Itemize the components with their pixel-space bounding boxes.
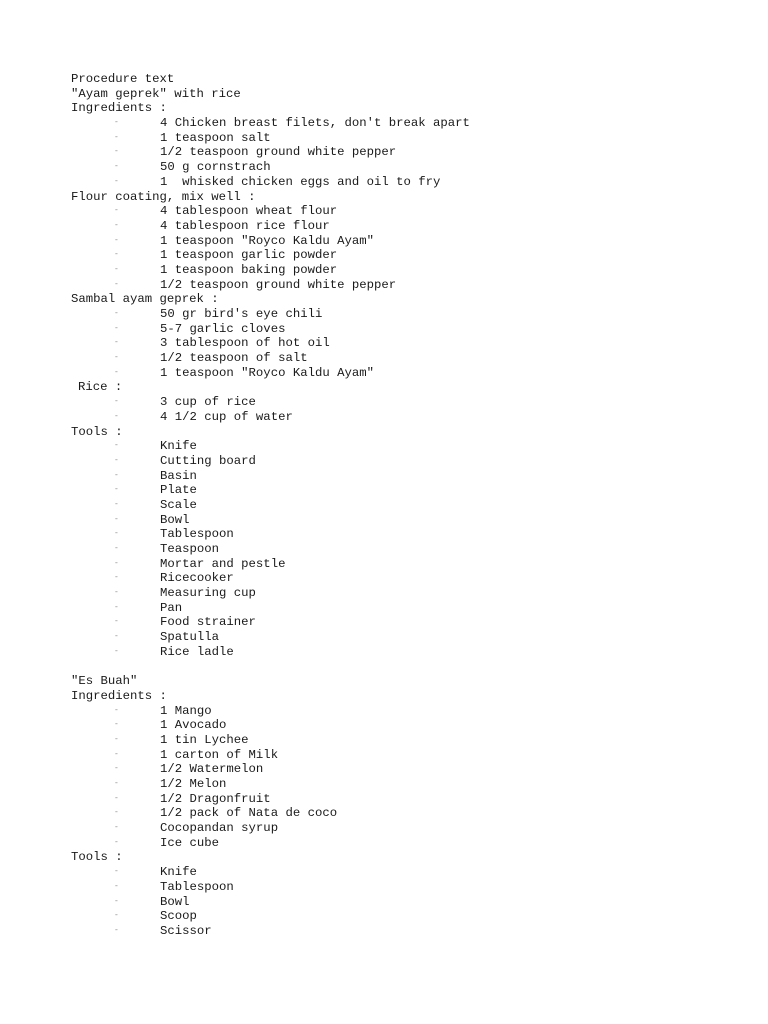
list-item: [71, 586, 731, 601]
bullet-dash: -: [114, 250, 119, 260]
list-item: [71, 160, 731, 175]
list-item-text: Cocopandan syrup: [160, 821, 279, 836]
list-item-text: 1/2 Dragonfruit: [160, 791, 271, 806]
bullet-dash: -: [114, 749, 119, 759]
section-heading: Ingredients :: [71, 688, 167, 703]
list-item-text: 1 whisked chicken eggs and oil to fry: [160, 174, 441, 189]
list-item-text: 1 tin Lychee: [160, 732, 249, 747]
list-item-text: Basin: [160, 468, 197, 483]
section-heading: Flour coating, mix well :: [71, 189, 256, 204]
list-item: [71, 454, 731, 469]
list-item: [71, 439, 731, 454]
list-item: [71, 821, 731, 836]
list-item-text: 1/2 teaspoon ground white pepper: [160, 277, 397, 292]
list-item: [71, 542, 731, 557]
list-item-text: 1 teaspoon garlic powder: [160, 248, 338, 263]
list-item: [71, 718, 731, 733]
bullet-dash: -: [114, 734, 119, 744]
list-item-text: Mortar and pestle: [160, 556, 286, 571]
bullet-dash: -: [114, 529, 119, 539]
list-item: [71, 204, 731, 219]
bullet-dash: -: [114, 705, 119, 715]
bullet-dash: -: [114, 499, 119, 509]
bullet-dash: -: [114, 793, 119, 803]
bullet-dash: -: [114, 176, 119, 186]
bullet-dash: -: [114, 309, 119, 318]
list-item: [71, 733, 731, 748]
bullet-dash: -: [114, 441, 119, 451]
list-item: [71, 322, 731, 337]
bullet-dash: -: [114, 118, 119, 128]
bullet-dash: -: [114, 911, 119, 921]
list-item: [71, 792, 731, 807]
list-item-text: 50 g cornstrach: [160, 160, 271, 175]
bullet-dash: -: [114, 132, 119, 142]
bullet-dash: -: [114, 367, 119, 377]
bullet-dash: -: [114, 514, 119, 524]
bullet-dash: -: [114, 896, 119, 906]
bullet-dash: -: [114, 867, 119, 877]
list-item: [71, 762, 731, 777]
list-item-text: 1/2 Watermelon: [160, 762, 264, 777]
list-item-text: Food strainer: [160, 615, 256, 630]
bullet-dash: -: [114, 925, 119, 935]
list-item-text: 1/2 teaspoon of salt: [160, 351, 308, 366]
bullet-dash: -: [114, 485, 119, 495]
bullet-dash: -: [114, 779, 119, 788]
list-item: [71, 527, 731, 542]
list-item-text: Bowl: [160, 512, 190, 527]
list-item-text: 1 Mango: [160, 703, 212, 718]
list-item-text: Knife: [160, 439, 197, 454]
bullet-dash: -: [114, 720, 119, 730]
bullet-dash: -: [114, 147, 119, 157]
bullet-dash: -: [114, 823, 119, 833]
list-item: [71, 336, 731, 351]
bullet-dash: -: [114, 573, 119, 583]
bullet-dash: -: [114, 353, 119, 363]
list-item: [71, 645, 731, 660]
list-item: [71, 880, 731, 895]
list-item: [71, 483, 731, 498]
list-item: [71, 748, 731, 763]
list-item: [71, 895, 731, 910]
list-item: [71, 865, 731, 880]
document-body: [71, 72, 731, 939]
list-item-text: Scale: [160, 497, 197, 512]
list-item: [71, 351, 731, 366]
list-item: [71, 513, 731, 528]
list-item-text: 1 teaspoon salt: [160, 130, 271, 145]
list-item: [71, 909, 731, 924]
list-item-text: 1/2 pack of Nata de coco: [160, 806, 338, 821]
list-item: [71, 615, 731, 630]
section-heading: Rice :: [78, 380, 123, 395]
bullet-dash: -: [114, 602, 119, 612]
bullet-dash: -: [114, 279, 119, 289]
list-item-text: 3 tablespoon of hot oil: [160, 336, 330, 351]
list-item: [71, 366, 731, 381]
bullet-dash: -: [114, 455, 119, 465]
list-item-text: Plate: [160, 483, 197, 498]
bullet-dash: -: [114, 220, 119, 230]
list-item-text: Tablespoon: [160, 879, 234, 894]
list-item-text: Ice cube: [160, 835, 220, 850]
list-item-text: 1 teaspoon baking powder: [160, 262, 338, 277]
list-item: [71, 263, 731, 278]
list-item-text: Bowl: [160, 894, 190, 909]
bullet-dash: -: [114, 646, 119, 656]
bullet-dash: -: [114, 837, 119, 847]
bullet-dash: -: [114, 206, 119, 216]
list-item: [71, 307, 731, 322]
list-item: [71, 469, 731, 484]
list-item-text: 4 1/2 cup of water: [160, 409, 293, 424]
list-item: [71, 924, 731, 939]
list-item-text: 4 tablespoon wheat flour: [160, 204, 338, 219]
list-item-text: 3 cup of rice: [160, 395, 256, 410]
list-item-text: 4 Chicken breast filets, don't break apart: [160, 116, 470, 131]
list-item-text: 4 tablespoon rice flour: [160, 218, 330, 233]
recipe-list: [71, 87, 731, 939]
bullet-dash: -: [114, 617, 119, 627]
list-item: [71, 806, 731, 821]
list-item-text: 1/2 teaspoon ground white pepper: [160, 145, 397, 160]
bullet-dash: -: [114, 764, 119, 774]
bullet-dash: -: [114, 544, 119, 553]
list-item-text: 1 carton of Milk: [160, 747, 279, 762]
list-item-text: Spatulla: [160, 630, 220, 645]
section-heading: Tools :: [71, 424, 123, 439]
bullet-dash: -: [114, 323, 119, 333]
bullet-dash: -: [114, 470, 119, 480]
list-item: [71, 131, 731, 146]
list-item: [71, 410, 731, 425]
list-item-text: Teaspoon: [160, 542, 220, 556]
list-item: [71, 234, 731, 249]
list-item-text: Cutting board: [160, 453, 256, 468]
list-item-text: Pan: [160, 600, 183, 615]
list-item: [71, 248, 731, 263]
bullet-dash: -: [114, 162, 119, 172]
bullet-dash: -: [114, 558, 119, 568]
recipe-name: "Es Buah": [71, 674, 138, 689]
list-item: [71, 395, 731, 410]
list-item-text: 1/2 Melon: [160, 777, 227, 791]
bullet-dash: -: [114, 338, 119, 348]
bullet-dash: -: [114, 632, 119, 642]
bullet-dash: -: [114, 264, 119, 274]
document-title: Procedure text: [71, 72, 175, 86]
list-item-text: Ricecooker: [160, 571, 234, 586]
bullet-dash: -: [114, 235, 119, 245]
list-item: [71, 571, 731, 586]
list-item-text: Scoop: [160, 909, 197, 924]
recipe-spacer: [71, 660, 731, 675]
bullet-dash: -: [114, 397, 119, 407]
list-item: [71, 175, 731, 190]
list-item: [71, 498, 731, 513]
list-item: [71, 557, 731, 572]
bullet-dash: -: [114, 808, 119, 818]
list-item-text: 5-7 garlic cloves: [160, 321, 286, 336]
list-item-text: Scissor: [160, 923, 212, 938]
list-item-text: Knife: [160, 865, 197, 880]
list-item: [71, 777, 731, 792]
section-heading: Sambal ayam geprek :: [71, 292, 219, 307]
list-item-text: 1 teaspoon "Royco Kaldu Ayam": [160, 365, 375, 380]
bullet-dash: -: [114, 411, 119, 421]
list-item: [71, 601, 731, 616]
list-item: [71, 836, 731, 851]
bullet-dash: -: [114, 881, 119, 891]
list-item-text: 50 gr bird's eye chili: [160, 307, 323, 321]
list-item: [71, 116, 731, 131]
section-heading: Ingredients :: [71, 101, 167, 116]
list-item: [71, 630, 731, 645]
list-item-text: Tablespoon: [160, 527, 234, 542]
list-item-text: Measuring cup: [160, 586, 256, 601]
list-item: [71, 219, 731, 234]
recipe-name: "Ayam geprek" with rice: [71, 86, 241, 101]
list-item: [71, 278, 731, 293]
list-item: [71, 704, 731, 719]
list-item-text: 1 Avocado: [160, 718, 227, 733]
section-heading: Tools :: [71, 850, 123, 865]
list-item-text: 1 teaspoon "Royco Kaldu Ayam": [160, 233, 375, 248]
list-item-text: Rice ladle: [160, 644, 234, 659]
list-item: [71, 145, 731, 160]
bullet-dash: -: [114, 588, 119, 598]
